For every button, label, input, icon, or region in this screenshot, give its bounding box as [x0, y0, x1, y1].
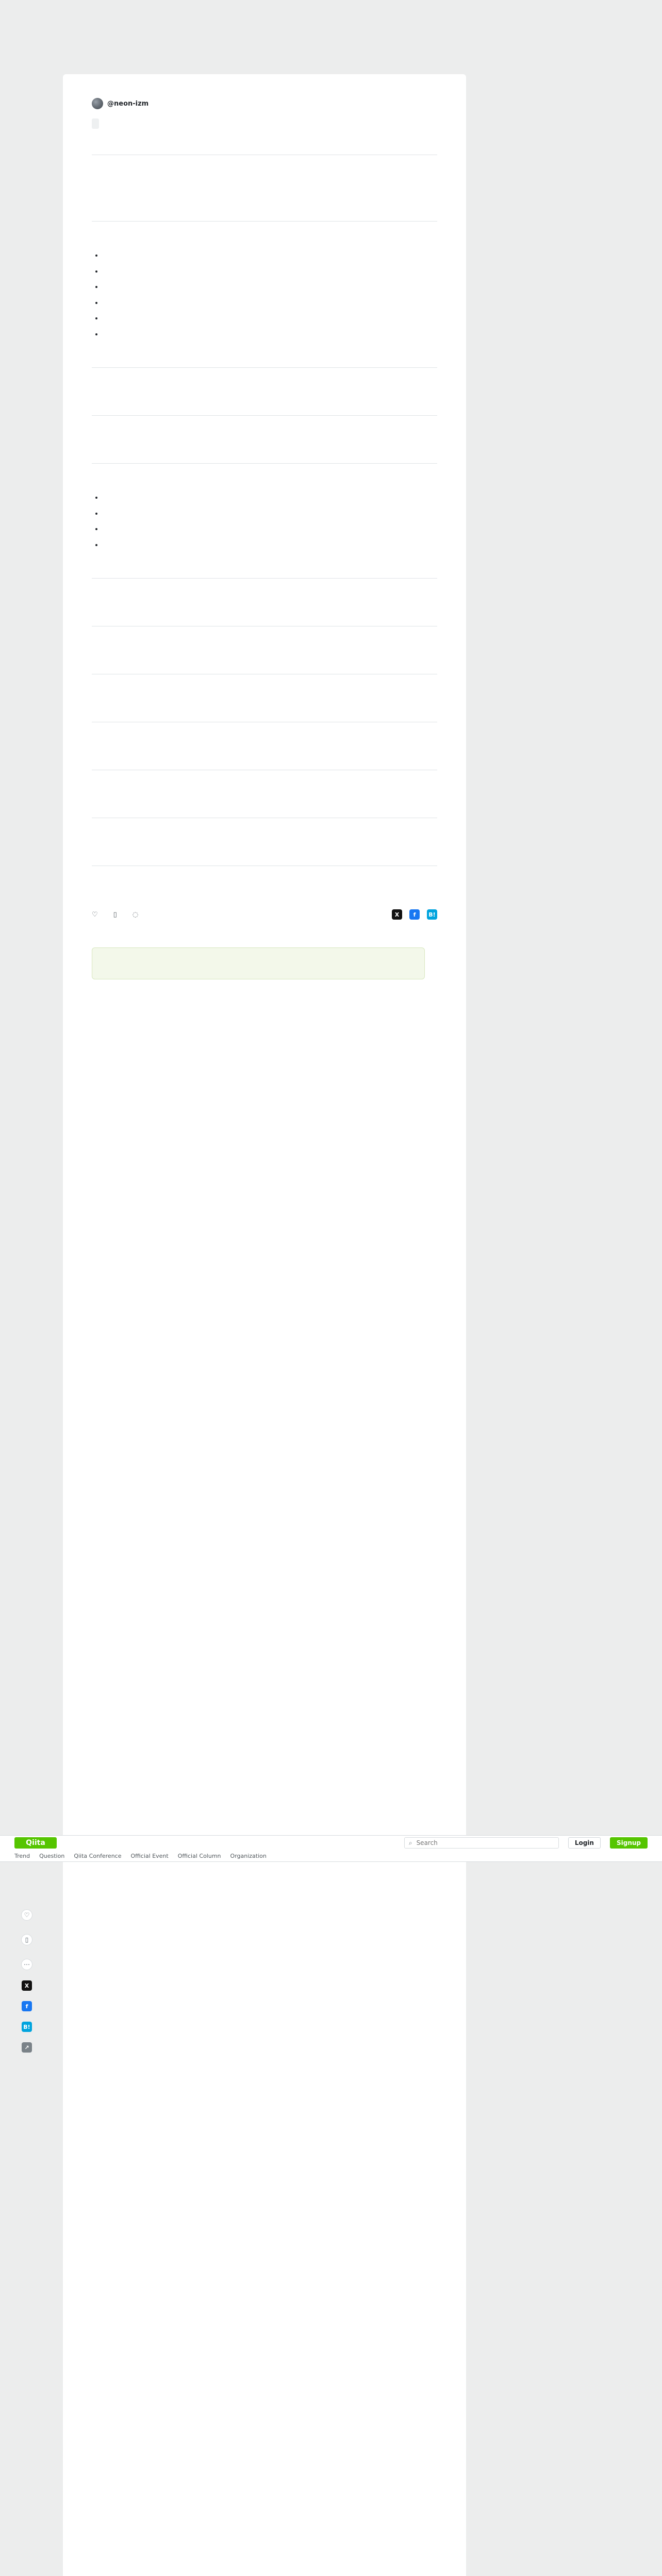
stock-icon: ▯	[25, 1936, 29, 1943]
article-section	[92, 411, 437, 436]
article-section	[92, 622, 437, 647]
article-section	[92, 459, 437, 551]
section-paragraph	[92, 636, 437, 647]
bullet-item	[103, 539, 437, 552]
stock-button[interactable]	[21, 1934, 32, 1945]
hatena-share-icon[interactable]: B!	[427, 909, 437, 920]
bullet-item	[103, 523, 437, 536]
author-avatar[interactable]	[92, 98, 103, 109]
section-heading	[92, 861, 437, 866]
section-paragraph	[92, 875, 437, 887]
qiita-logo[interactable]: Qiita	[14, 1837, 57, 1849]
heart-icon: ♡	[92, 910, 98, 919]
footer-comment[interactable]	[133, 911, 141, 919]
article-section	[92, 766, 437, 791]
site-header	[0, 1835, 662, 1862]
section-heading	[92, 411, 437, 416]
bullet-item	[103, 281, 437, 294]
bullet-item	[103, 492, 437, 504]
bullet-item	[103, 249, 437, 262]
header-nav	[0, 1850, 662, 1862]
search-input[interactable]	[416, 1839, 554, 1847]
x-share-icon[interactable]: X	[392, 909, 402, 920]
stock-icon: ▯	[113, 910, 117, 919]
article-section	[92, 814, 437, 839]
section-heading	[92, 718, 437, 722]
article-section	[92, 363, 437, 388]
bullet-item	[103, 507, 437, 520]
article-section	[92, 718, 437, 743]
article-section	[92, 670, 437, 695]
link-share-icon[interactable]: ↗	[22, 2042, 32, 2053]
more-icon: ⋯	[24, 1961, 30, 1968]
facebook-share-icon[interactable]: f	[409, 909, 420, 920]
comment-icon: ◌	[132, 910, 139, 919]
hatena-share-icon[interactable]: B!	[22, 2022, 32, 2032]
article-footer-actions	[92, 909, 437, 920]
section-heading	[92, 217, 437, 222]
nav-organization[interactable]: Organization	[230, 1853, 267, 1859]
section-heading	[92, 670, 437, 674]
header-top-row	[0, 1836, 662, 1850]
signup-box	[92, 947, 425, 979]
section-paragraph	[92, 473, 437, 484]
footer-like[interactable]	[92, 911, 101, 919]
signup-button[interactable]: Signup	[610, 1837, 648, 1849]
table-of-contents	[504, 1905, 639, 1908]
author-name[interactable]: @neon-izm	[107, 99, 149, 108]
nav-question[interactable]: Question	[39, 1853, 65, 1859]
nav-qiita-conference[interactable]: Qiita Conference	[74, 1853, 122, 1859]
facebook-share-icon[interactable]: f	[22, 2001, 32, 2011]
section-paragraph	[92, 684, 437, 695]
tag-row	[92, 118, 437, 129]
section-paragraph	[92, 827, 437, 839]
section-paragraph	[92, 732, 437, 743]
article-body	[92, 150, 437, 887]
login-button[interactable]: Login	[568, 1837, 601, 1849]
section-heading	[92, 766, 437, 770]
like-button[interactable]	[21, 1909, 32, 1921]
article-section	[92, 861, 437, 887]
nav-official-column[interactable]: Official Column	[177, 1853, 221, 1859]
section-heading	[92, 622, 437, 626]
article-section	[92, 217, 437, 341]
section-paragraph	[92, 164, 437, 176]
nav-official-event[interactable]: Official Event	[130, 1853, 169, 1859]
section-heading	[92, 574, 437, 579]
bullet-item	[103, 265, 437, 278]
bullet-item	[103, 297, 437, 310]
search-icon: ⌕	[408, 1839, 412, 1846]
section-heading	[92, 150, 437, 155]
footer-stock[interactable]	[113, 911, 120, 919]
search-box[interactable]	[404, 1837, 559, 1849]
section-paragraph	[92, 779, 437, 791]
article-section	[92, 574, 437, 599]
bullet-item	[103, 328, 437, 341]
section-heading	[92, 363, 437, 368]
more-button[interactable]	[21, 1959, 32, 1970]
section-heading	[92, 814, 437, 818]
section-bullet-list	[92, 492, 437, 551]
section-paragraph	[92, 588, 437, 599]
footer-share-group	[392, 909, 437, 920]
article-tag[interactable]	[92, 118, 99, 129]
section-paragraph	[92, 377, 437, 388]
section-paragraph	[92, 183, 437, 194]
article-section	[92, 150, 437, 194]
x-share-icon[interactable]: X	[22, 1980, 32, 1991]
section-paragraph	[92, 425, 437, 436]
author-row	[92, 98, 437, 109]
section-paragraph	[92, 231, 437, 242]
heart-icon: ♡	[24, 1911, 30, 1919]
section-heading	[92, 459, 437, 464]
nav-trend[interactable]: Trend	[14, 1853, 30, 1859]
article-card	[63, 74, 466, 2576]
bullet-item	[103, 312, 437, 325]
section-bullet-list	[92, 249, 437, 341]
article-left-rail	[15, 1909, 38, 2053]
